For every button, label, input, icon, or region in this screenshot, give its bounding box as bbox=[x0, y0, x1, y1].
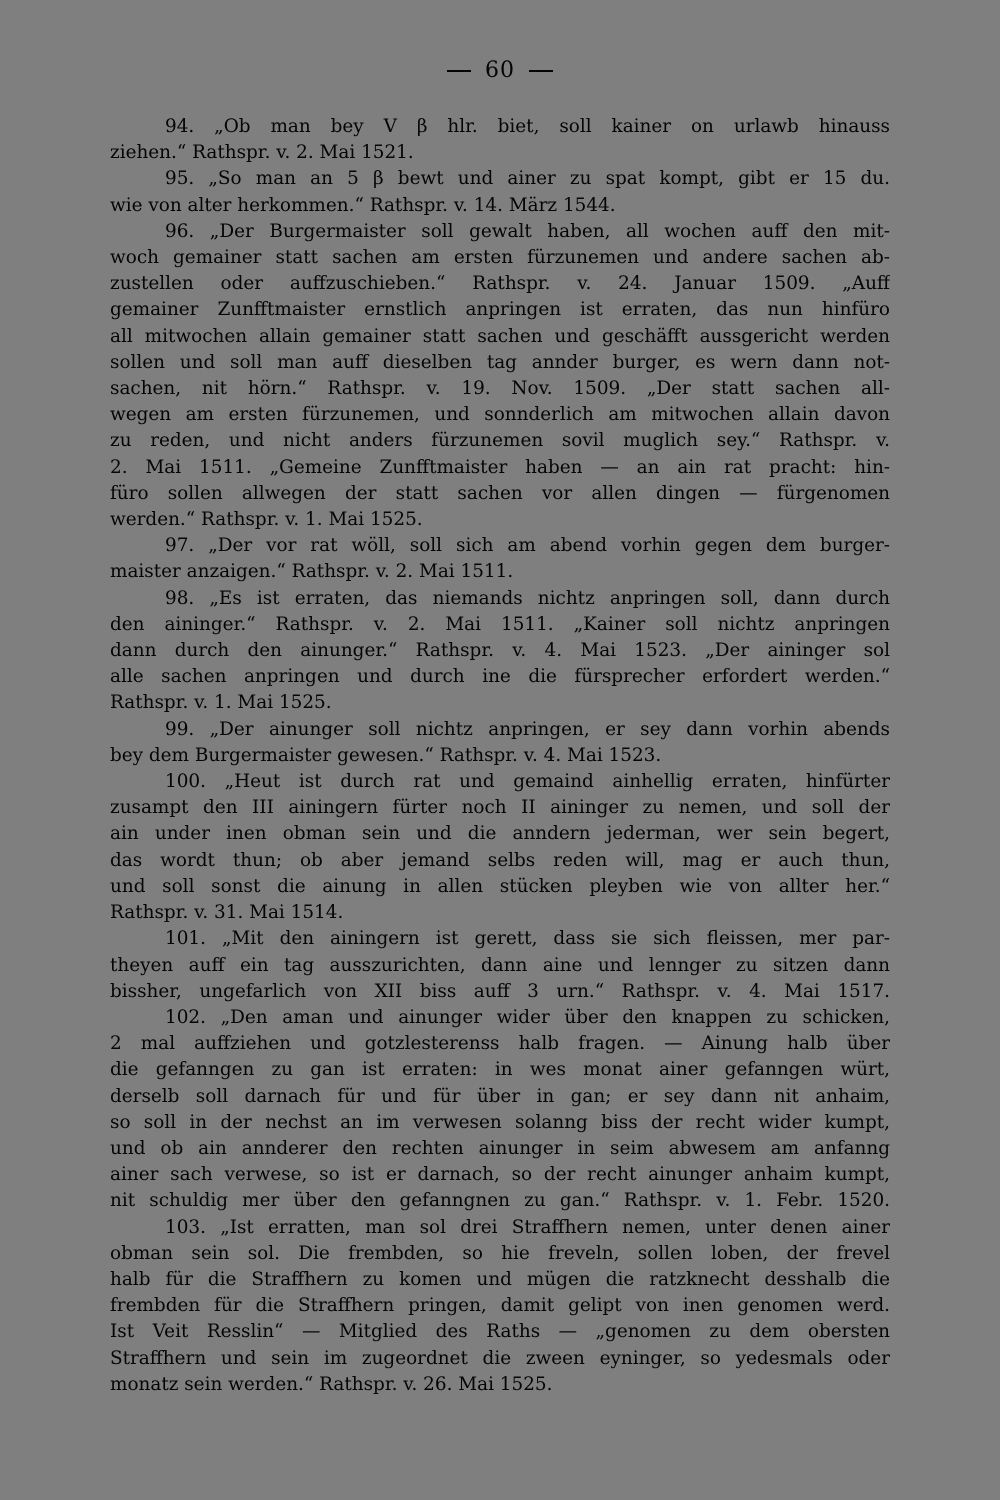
text-line: all mitwochen allain gemainer statt sachen und geschäfft aussgericht werden bbox=[110, 325, 890, 347]
text-line: 102. „Den aman und ainunger wider über den knappen zu schicken, bbox=[165, 1006, 890, 1028]
text-line: Rathspr. v. 31. Mai 1514. bbox=[110, 902, 344, 924]
text-line: 98. „Es ist erraten, das niemands nichtz anpringen soll, dann durch bbox=[165, 587, 890, 609]
text-line: 97. „Der vor rat wöll, soll sich am abend vorhin gegen dem burger- bbox=[165, 535, 890, 557]
text-line: sollen und soll man auff dieselben tag annder burger, es wern dann not- bbox=[110, 351, 890, 373]
text-line: Straffhern und sein im zugeordnet die zween eyninger, so yedesmals oder bbox=[110, 1347, 890, 1369]
text-line: zu reden, und nicht anders fürzunemen sovil muglich sey.“ Rathspr. v. bbox=[110, 430, 890, 452]
text-line: 101. „Mit den ainingern ist gerett, dass sie sich fleissen, mer par- bbox=[165, 928, 890, 950]
text-line: füro sollen allwegen der statt sachen vor allen dingen — fürgenomen bbox=[110, 482, 890, 504]
text-line: den aininger.“ Rathspr. v. 2. Mai 1511. „Kainer soll nichtz anpringen bbox=[110, 613, 890, 635]
text-line: wegen am ersten fürzunemen, und sonnderlich am mitwochen allain davon bbox=[110, 404, 890, 426]
page-number-dash-left bbox=[447, 70, 471, 72]
text-line: Rathspr. v. 1. Mai 1525. bbox=[110, 692, 332, 714]
text-line: monatz sein werden.“ Rathspr. v. 26. Mai 1525. bbox=[110, 1373, 553, 1395]
text-line: ziehen.“ Rathspr. v. 2. Mai 1521. bbox=[110, 142, 414, 164]
text-line: bey dem Burgermaister gewesen.“ Rathspr. v. 4. Mai 1523. bbox=[110, 744, 662, 766]
text-line: obman sein sol. Die frembden, so hie freveln, sollen loben, der frevel bbox=[110, 1242, 890, 1264]
text-line: werden.“ Rathspr. v. 1. Mai 1525. bbox=[110, 509, 423, 531]
body-text bbox=[110, 114, 890, 1398]
text-line: ain under inen obman sein und die anndern jederman, wer sein begert, bbox=[110, 823, 890, 845]
text-line: gemainer Zunfftmaister ernstlich anpringen ist erraten, das nun hinfüro bbox=[110, 299, 890, 321]
text-line: woch gemainer statt sachen am ersten fürzunemen und andere sachen ab- bbox=[110, 247, 890, 269]
text-line: wie von alter herkommen.“ Rathspr. v. 14. März 1544. bbox=[110, 194, 616, 216]
text-line: sachen, nit hörn.“ Rathspr. v. 19. Nov. 1509. „Der statt sachen all- bbox=[110, 378, 890, 400]
text-line: 2. Mai 1511. „Gemeine Zunfftmaister haben — an ain rat pracht: hin- bbox=[110, 456, 890, 478]
text-line: nit schuldig mer über den gefanngnen zu gan.“ Rathspr. v. 1. Febr. 1520. bbox=[110, 1190, 890, 1212]
page-number bbox=[0, 58, 1000, 83]
text-line: 96. „Der Burgermaister soll gewalt haben, all wochen auff den mit- bbox=[165, 220, 890, 242]
text-line: das wordt thun; ob aber jemand selbs reden will, mag er auch thun, bbox=[110, 849, 890, 871]
text-line: halb für die Straffhern zu komen und mügen die ratzknecht desshalb die bbox=[110, 1268, 890, 1290]
text-line: 2 mal auffziehen und gotzlesterenss halb fragen. — Ainung halb über bbox=[110, 1033, 890, 1055]
text-line: ainer sach verwese, so ist er darnach, so der recht ainunger anhaim kumpt, bbox=[110, 1164, 890, 1186]
text-line: und soll sonst die ainung in allen stücken pleyben wie von allter her.“ bbox=[110, 875, 890, 897]
text-line: Ist Veit Resslin“ — Mitglied des Raths — „genomen zu dem obersten bbox=[110, 1321, 890, 1343]
text-line: zusampt den III ainingern fürter noch II aininger zu nemen, und soll der bbox=[110, 797, 890, 819]
text-line: 94. „Ob man bey V β hlr. biet, soll kainer on urlawb hinauss bbox=[165, 116, 890, 137]
page-number-text: 60 bbox=[485, 58, 515, 83]
text-line: alle sachen anpringen und durch ine die fürsprecher erfordert werden.“ bbox=[110, 666, 890, 688]
text-line: 103. „Ist erratten, man sol drei Straffhern nemen, unter denen ainer bbox=[165, 1216, 890, 1238]
text-line: frembden für die Straffhern pringen, damit gelipt von inen genomen werd. bbox=[110, 1295, 890, 1317]
text-line: so soll in der nechst an im verwesen solanng biss der recht wider kumpt, bbox=[110, 1111, 890, 1133]
text-line: dann durch den ainunger.“ Rathspr. v. 4. Mai 1523. „Der aininger sol bbox=[110, 640, 890, 662]
text-line: theyen auff ein tag ausszurichten, dann aine und lennger zu sitzen dann bbox=[110, 954, 890, 976]
text-line: die gefanngen zu gan ist erraten: in wes monat ainer gefanngen würt, bbox=[110, 1059, 890, 1081]
text-line: bissher, ungefarlich von XII biss auff 3 urn.“ Rathspr. v. 4. Mai 1517. bbox=[110, 980, 890, 1002]
text-line: maister anzaigen.“ Rathspr. v. 2. Mai 1511. bbox=[110, 561, 514, 583]
text-line: 100. „Heut ist durch rat und gemaind ainhellig erraten, hinfürter bbox=[165, 771, 890, 793]
page-number-dash-right bbox=[529, 70, 553, 72]
text-line: derselb soll darnach für und für über in gan; er sey dann nit anhaim, bbox=[110, 1085, 890, 1107]
text-line: 95. „So man an 5 β bewt und ainer zu spat kompt, gibt er 15 du. bbox=[165, 168, 890, 190]
text-line: zustellen oder auffzuschieben.“ Rathspr. v. 24. Januar 1509. „Auff bbox=[110, 273, 890, 295]
text-line: 99. „Der ainunger soll nichtz anpringen, er sey dann vorhin abends bbox=[165, 718, 890, 740]
text-line: und ob ain annderer den rechten ainunger in seim abwesem am anfanng bbox=[110, 1137, 890, 1159]
